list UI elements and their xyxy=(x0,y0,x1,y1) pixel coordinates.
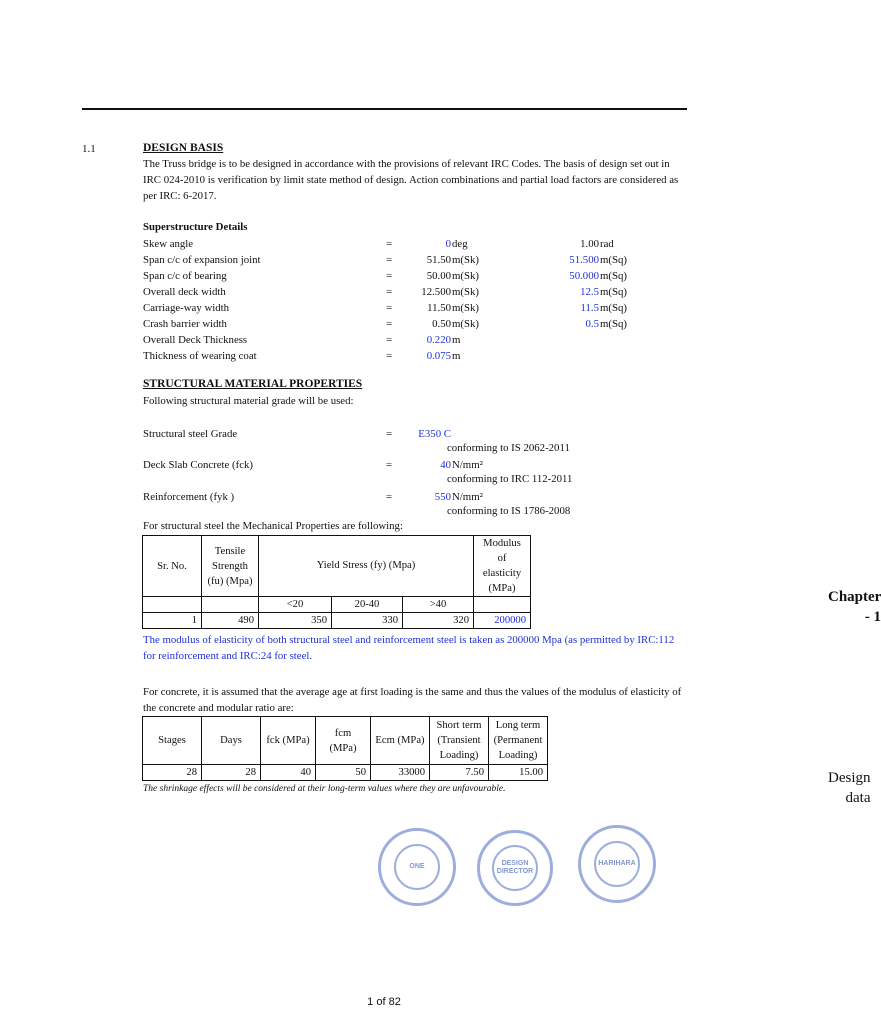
row-value: 0.220 xyxy=(426,334,451,346)
row-equals: = xyxy=(386,270,393,282)
material-value: 40 xyxy=(440,459,451,471)
row-equals: = xyxy=(386,334,393,346)
row-unit: m xyxy=(452,350,461,362)
seal-center-text: ONE xyxy=(394,844,440,890)
material-conformance: conforming to IS 1786-2008 xyxy=(447,505,571,517)
row-label: Overall deck width xyxy=(143,286,226,298)
materials-heading: STRUCTURAL MATERIAL PROPERTIES xyxy=(143,378,363,390)
header-stages: Stages xyxy=(143,717,202,765)
header-days: Days xyxy=(202,717,261,765)
material-unit: N/mm² xyxy=(452,491,483,503)
row-equals: = xyxy=(386,238,393,250)
shrinkage-note: The shrinkage effects will be considered at their long-term values where they are unfavourable. xyxy=(143,784,506,794)
row-unit-skew: deg xyxy=(452,238,468,250)
material-conformance: conforming to IS 2062-2011 xyxy=(447,442,570,454)
row-unit-square: m(Sq) xyxy=(600,270,627,282)
row-unit-skew: m(Sk) xyxy=(452,286,479,298)
company-seal-stamp xyxy=(378,828,456,906)
subheader-20-40: 20-40 xyxy=(332,597,403,613)
cell-stages: 28 xyxy=(143,765,202,781)
row-unit-square: m(Sq) xyxy=(600,254,627,266)
page-number: 1 of 82 xyxy=(367,996,401,1008)
material-label: Reinforcement (fyk ) xyxy=(143,491,235,503)
material-conformance: conforming to IRC 112-2011 xyxy=(447,473,573,485)
superstructure-row xyxy=(143,316,688,332)
header-divider xyxy=(82,108,687,110)
row-unit-skew: m(Sk) xyxy=(452,270,479,282)
consultant-seal-stamp-2 xyxy=(578,825,656,903)
row-value-skew: 0 xyxy=(445,238,451,250)
subheader-empty xyxy=(143,597,202,613)
superstructure-row xyxy=(143,284,688,300)
superstructure-row xyxy=(143,236,688,252)
section-number: 1.1 xyxy=(82,143,96,155)
row-value-skew: 12.500 xyxy=(421,286,451,298)
table-row xyxy=(143,765,548,781)
row-unit-square: m(Sq) xyxy=(600,286,627,298)
row-equals: = xyxy=(386,286,393,298)
superstructure-row xyxy=(143,300,688,316)
header-short-term: Short term (Transient Loading) xyxy=(430,717,489,765)
row-label: Skew angle xyxy=(143,238,194,250)
material-equals: = xyxy=(386,491,393,503)
row-value-rad: 1.00 xyxy=(580,238,599,250)
seal-center-text: DESIGN DIRECTOR xyxy=(492,845,538,891)
cell-yield-20-40: 330 xyxy=(332,613,403,629)
cell-ecm: 33000 xyxy=(371,765,430,781)
row-label: Span c/c of bearing xyxy=(143,270,227,282)
row-label: Crash barrier width xyxy=(143,318,227,330)
row-equals: = xyxy=(386,318,393,330)
header-sr-no: Sr. No. xyxy=(143,536,202,597)
row-unit-skew: m(Sk) xyxy=(452,302,479,314)
cell-modulus: 200000 xyxy=(474,613,531,629)
superstructure-row xyxy=(143,348,688,364)
design-basis-paragraph: The Truss bridge is to be designed in accordance with the provisions of relevant IRC Codes. The basis of design set out in IRC 024-2010 is verification by limit state method of design. Action combinations and partial load factors are considered as per IRC: 6-2017. xyxy=(143,158,679,202)
header-fck: fck (MPa) xyxy=(261,717,316,765)
row-unit-skew: m(Sk) xyxy=(452,254,479,266)
header-modulus: Modulus of elasticity (MPa) xyxy=(474,536,531,597)
row-label: Span c/c of expansion joint xyxy=(143,254,261,266)
row-value-skew: 51.50 xyxy=(426,254,451,266)
row-unit-square: m(Sq) xyxy=(600,302,627,314)
chapter-subtitle: Design data xyxy=(828,770,871,806)
header-long-term: Long term (Permanent Loading) xyxy=(489,717,548,765)
table-row xyxy=(143,613,531,629)
material-label: Structural steel Grade xyxy=(143,428,238,440)
row-unit-square: m(Sq) xyxy=(600,318,627,330)
consultant-seal-stamp xyxy=(477,830,553,906)
material-label: Deck Slab Concrete (fck) xyxy=(143,459,254,471)
row-label: Overall Deck Thickness xyxy=(143,334,248,346)
seal-center-text: HARIHARA xyxy=(594,841,640,887)
header-ecm: Ecm (MPa) xyxy=(371,717,430,765)
material-value: 550 xyxy=(434,491,451,503)
cell-yield-gt40: 320 xyxy=(403,613,474,629)
row-value-skew: 11.50 xyxy=(427,302,451,314)
superstructure-row xyxy=(143,268,688,284)
steel-table-intro: For structural steel the Mechanical Properties are following: xyxy=(143,520,403,532)
materials-intro: Following structural material grade will be used: xyxy=(143,395,354,407)
header-yield-stress: Yield Stress (fy) (Mpa) xyxy=(259,536,474,596)
cell-yield-lt20: 350 xyxy=(259,613,332,629)
material-equals: = xyxy=(386,459,393,471)
material-equals: = xyxy=(386,428,393,440)
material-unit: N/mm² xyxy=(452,459,483,471)
row-label: Carriage-way width xyxy=(143,302,230,314)
steel-properties-table xyxy=(142,535,531,629)
row-unit: m xyxy=(452,334,461,346)
section-title: DESIGN BASIS xyxy=(143,142,224,154)
row-equals: = xyxy=(386,254,393,266)
row-value-skew: 50.00 xyxy=(426,270,451,282)
subheader-gt40: >40 xyxy=(403,597,474,613)
row-equals: = xyxy=(386,350,393,362)
cell-fcm: 50 xyxy=(316,765,371,781)
row-equals: = xyxy=(386,302,393,314)
header-fcm: fcm (MPa) xyxy=(316,717,371,765)
superstructure-row xyxy=(143,332,688,348)
concrete-intro: For concrete, it is assumed that the average age at first loading is the same and thus the values of the modulus of elasticity of the concrete and modular ratio are: xyxy=(143,686,682,714)
row-value: 0.075 xyxy=(426,350,451,362)
row-value-square: 51.500 xyxy=(569,254,599,266)
superstructure-row xyxy=(143,252,688,268)
subheader-empty xyxy=(202,597,259,613)
chapter-title: Chapter - 1 xyxy=(828,589,881,625)
modulus-note: The modulus of elasticity of both structural steel and reinforcement steel is taken as 200000 Mpa (as permitted by IRC:112 for reinforcement and IRC:24 for steel. xyxy=(143,634,675,662)
cell-long-term: 15.00 xyxy=(489,765,548,781)
cell-days: 28 xyxy=(202,765,261,781)
concrete-table xyxy=(142,716,548,781)
row-value-skew: 0.50 xyxy=(432,318,451,330)
row-label: Thickness of wearing coat xyxy=(143,350,257,362)
cell-sr: 1 xyxy=(143,613,202,629)
superstructure-heading: Superstructure Details xyxy=(143,221,248,233)
subheader-empty xyxy=(474,597,531,613)
material-value: E350 C xyxy=(418,428,451,440)
row-value-square: 11.5 xyxy=(580,302,599,314)
row-unit-rad: rad xyxy=(600,238,614,250)
row-value-square: 0.5 xyxy=(585,318,599,330)
row-value-square: 12.5 xyxy=(580,286,599,298)
subheader-lt20: <20 xyxy=(259,597,332,613)
cell-short-term: 7.50 xyxy=(430,765,489,781)
cell-tensile: 490 xyxy=(202,613,259,629)
header-tensile-strength: Tensile Strength (fu) (Mpa) xyxy=(202,536,259,597)
row-unit-skew: m(Sk) xyxy=(452,318,479,330)
row-value-square: 50.000 xyxy=(569,270,599,282)
cell-fck: 40 xyxy=(261,765,316,781)
